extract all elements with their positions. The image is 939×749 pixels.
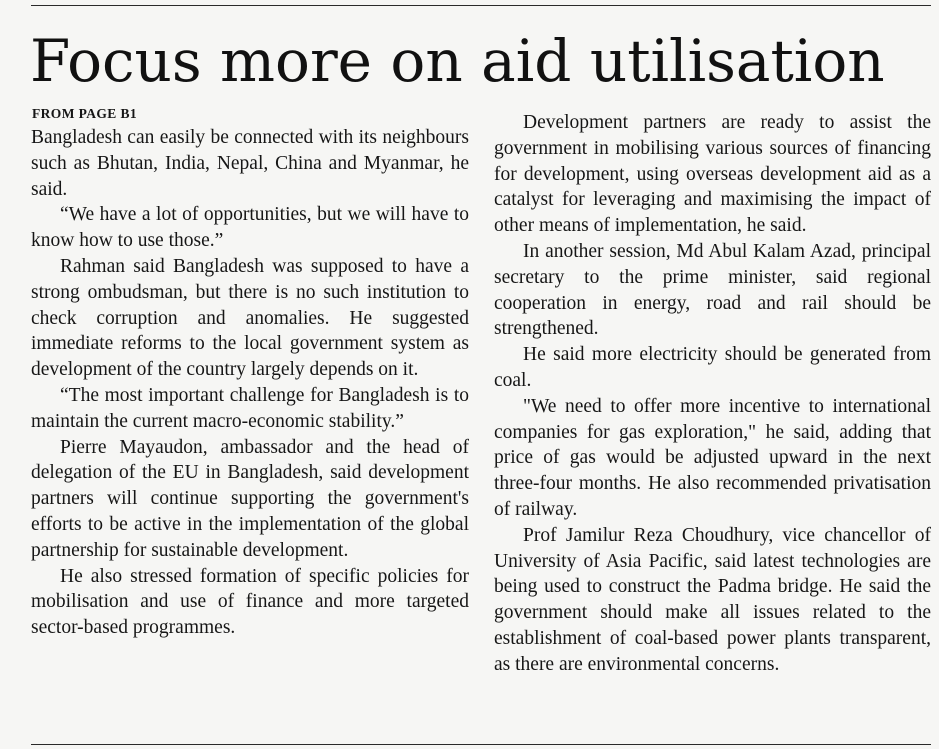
paragraph-regional-cooperation: In another session, Md Abul Kalam Azad, principal secretary to the prime minister, said regional cooperation in energy, road and rail should be strengthened. bbox=[494, 240, 931, 340]
paragraph-stability-quote: “The most important challenge for Bangladesh is to maintain the current macro-economic stability.” bbox=[31, 384, 469, 432]
paragraph-development-partners: Development partners are ready to assist the government in mobilising various sources of financing for development, using overseas development aid as a catalyst for leveraging and maximising the impact of other means of implementation, he said. bbox=[494, 112, 931, 237]
paragraph-policies: He also stressed formation of specific policies for mobilisation and use of finance and more targeted sector-based programmes. bbox=[31, 565, 469, 639]
article-headline: Focus more on aid utilisation bbox=[30, 27, 885, 95]
continued-from-label: FROM PAGE B1 bbox=[32, 106, 138, 121]
paragraph-ombudsman: Rahman said Bangladesh was supposed to have a strong ombudsman, but there is no such institution to check corruption and anomalies. He suggested immediate reforms to the local government system as development of the country largely depends on it. bbox=[31, 255, 469, 381]
article-column-right bbox=[494, 110, 931, 678]
top-rule bbox=[31, 5, 931, 6]
paragraph-connectivity: Bangladesh can easily be connected with its neighbours such as Bhutan, India, Nepal, China and Myanmar, he said. bbox=[31, 127, 469, 200]
article-column-left bbox=[31, 104, 469, 641]
bottom-rule bbox=[31, 744, 931, 745]
paragraph-opportunities-quote: “We have a lot of opportunities, but we will have to know how to use those.” bbox=[31, 204, 469, 252]
paragraph-eu-ambassador: Pierre Mayaudon, ambassador and the head of delegation of the EU in Bangladesh, said development partners will continue supporting the government's efforts to be active in the implementation of the global partnership for sustainable development. bbox=[31, 436, 469, 561]
paragraph-padma-bridge: Prof Jamilur Reza Choudhury, vice chancellor of University of Asia Pacific, said latest technologies are being used to construct the Padma bridge. He said the government should make all issues related to the establishment of coal-based power plants transparent, as there are environmental concerns. bbox=[494, 524, 931, 675]
paragraph-gas-exploration: "We need to offer more incentive to international companies for gas exploration," he said, adding that price of gas would be adjusted upward in the next three-four months. He also recommended privatisation of railway. bbox=[494, 395, 931, 520]
paragraph-electricity-coal: He said more electricity should be generated from coal. bbox=[494, 344, 931, 391]
